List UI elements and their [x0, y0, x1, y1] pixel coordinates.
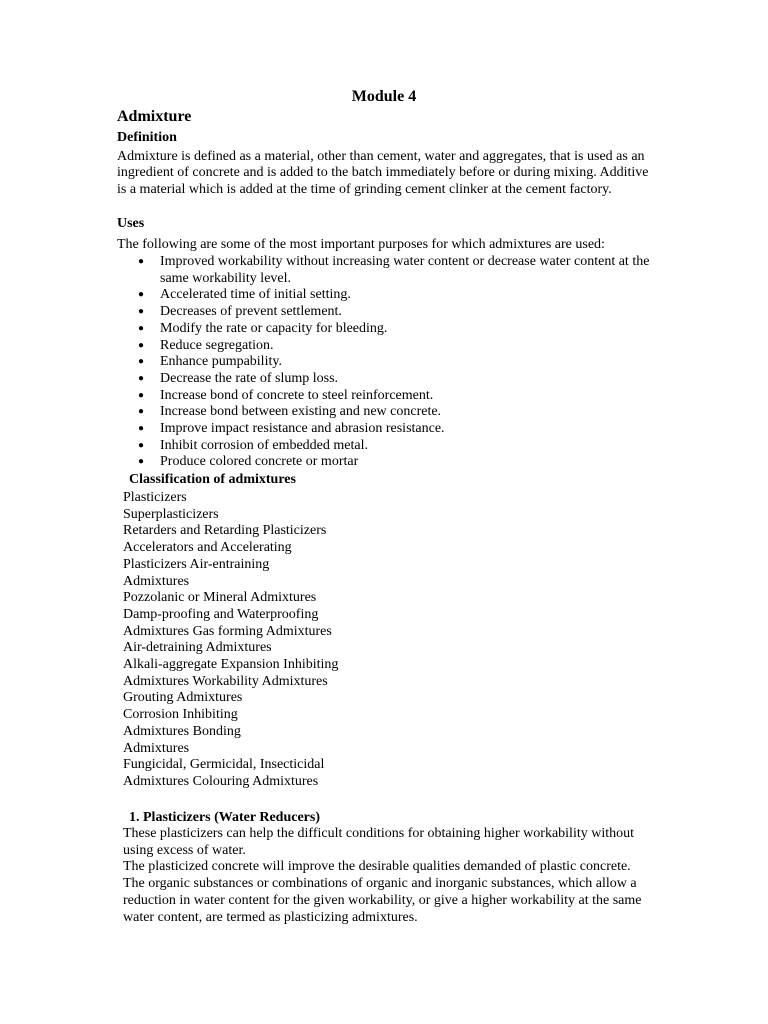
- list-item: [117, 404, 657, 421]
- list-item-text: Decreases of prevent settlement.: [160, 304, 342, 320]
- list-item: [117, 354, 657, 371]
- list-item: [117, 338, 657, 355]
- bullet-icon: ●: [138, 322, 145, 334]
- classification-line: Admixtures Colouring Admixtures: [123, 773, 319, 789]
- bullet-icon: ●: [138, 423, 145, 435]
- bullet-icon: ●: [138, 372, 145, 384]
- definition-section: [117, 130, 657, 199]
- classification-line: Pozzolanic or Mineral Admixtures: [123, 590, 317, 606]
- plasticizers-paragraph: The plasticized concrete will improve the desirable qualities demanded of plastic concrete.: [123, 859, 631, 875]
- bullet-icon: ●: [138, 289, 145, 301]
- bullet-icon: ●: [138, 256, 145, 267]
- list-item: [117, 421, 657, 438]
- list-item-text: Inhibit corrosion of embedded metal.: [160, 437, 368, 453]
- list-item: [117, 287, 657, 304]
- uses-list: [117, 254, 657, 471]
- list-item-text: Accelerated time of initial setting.: [160, 287, 351, 303]
- list-item: [117, 438, 657, 455]
- module-title: Module 4: [351, 88, 417, 105]
- list-item-text: Modify the rate or capacity for bleeding.: [160, 320, 388, 336]
- list-item: [117, 304, 657, 321]
- definition-heading: Definition: [117, 130, 177, 145]
- classification-line: Air-detraining Admixtures: [123, 640, 272, 656]
- plasticizers-body: [123, 826, 663, 926]
- list-item: [117, 254, 657, 287]
- list-item: [117, 388, 657, 405]
- list-item-text: Produce colored concrete or mortar: [160, 454, 359, 470]
- bullet-icon: ●: [138, 406, 145, 418]
- classification-line: Plasticizers Air-entraining: [123, 556, 270, 572]
- classification-line: Accelerators and Accelerating: [123, 540, 292, 556]
- list-item: [117, 454, 657, 471]
- uses-intro: The following are some of the most important purposes for which admixtures are used:: [117, 236, 605, 252]
- bullet-icon: ●: [138, 356, 145, 368]
- classification-line: Damp-proofing and Waterproofing: [123, 606, 319, 622]
- classification-line: Fungicidal, Germicidal, Insecticidal: [123, 757, 325, 773]
- bullet-icon: ●: [138, 389, 145, 401]
- classification-heading: Classification of admixtures: [129, 472, 296, 487]
- uses-section: [117, 216, 657, 253]
- plasticizers-paragraph: These plasticizers can help the difficult conditions for obtaining higher workability without using excess of water.: [123, 826, 635, 858]
- admixture-heading: Admixture: [117, 108, 192, 125]
- list-item-text: Increase bond between existing and new concrete.: [160, 404, 442, 420]
- plasticizers-paragraph: The organic substances or combinations of organic and inorganic substances, which allow a reduction in water content for the given workability, or give a higher workability at the same water content, are termed as plasticizing admixtures.: [123, 876, 642, 925]
- bullet-icon: ●: [138, 456, 145, 468]
- list-item-text: Increase bond of concrete to steel reinforcement.: [160, 387, 434, 403]
- uses-heading: Uses: [117, 216, 145, 231]
- list-item-text: Improved workability without increasing water content or decrease water content at the same workability level.: [160, 254, 650, 286]
- list-item: [117, 371, 657, 388]
- classification-line: Admixtures Workability Admixtures: [123, 673, 328, 689]
- classification-line: Plasticizers: [123, 490, 187, 505]
- bullet-icon: ●: [138, 339, 145, 351]
- classification-line: Admixtures: [123, 740, 190, 756]
- list-item-text: Improve impact resistance and abrasion resistance.: [160, 421, 445, 437]
- list-item-text: Enhance pumpability.: [160, 354, 282, 370]
- list-item: [117, 321, 657, 338]
- classification-line: Admixtures Bonding: [123, 723, 241, 739]
- bullet-icon: ●: [138, 306, 145, 318]
- classification-line: Grouting Admixtures: [123, 690, 243, 706]
- definition-text: Admixture is defined as a material, other than cement, water and aggregates, that is used as an ingredient of concrete and is added to the batch immediately before or during mixing. Additive is a material which is added at the time of grinding cement clinker at the cement factory.: [117, 148, 649, 198]
- list-item-text: Reduce segregation.: [160, 337, 274, 353]
- classification-line: Superplasticizers: [123, 506, 219, 522]
- list-item-text: Decrease the rate of slump loss.: [160, 370, 339, 386]
- classification-line: Retarders and Retarding Plasticizers: [123, 523, 327, 539]
- classification-list: [123, 490, 663, 791]
- bullet-icon: ●: [138, 439, 145, 451]
- classification-line: Admixtures: [123, 573, 190, 589]
- plasticizers-heading: 1. Plasticizers (Water Reducers): [129, 810, 321, 825]
- classification-line: Admixtures Gas forming Admixtures: [123, 623, 332, 639]
- classification-line: Corrosion Inhibiting: [123, 707, 238, 723]
- classification-line: Alkali-aggregate Expansion Inhibiting: [123, 657, 339, 673]
